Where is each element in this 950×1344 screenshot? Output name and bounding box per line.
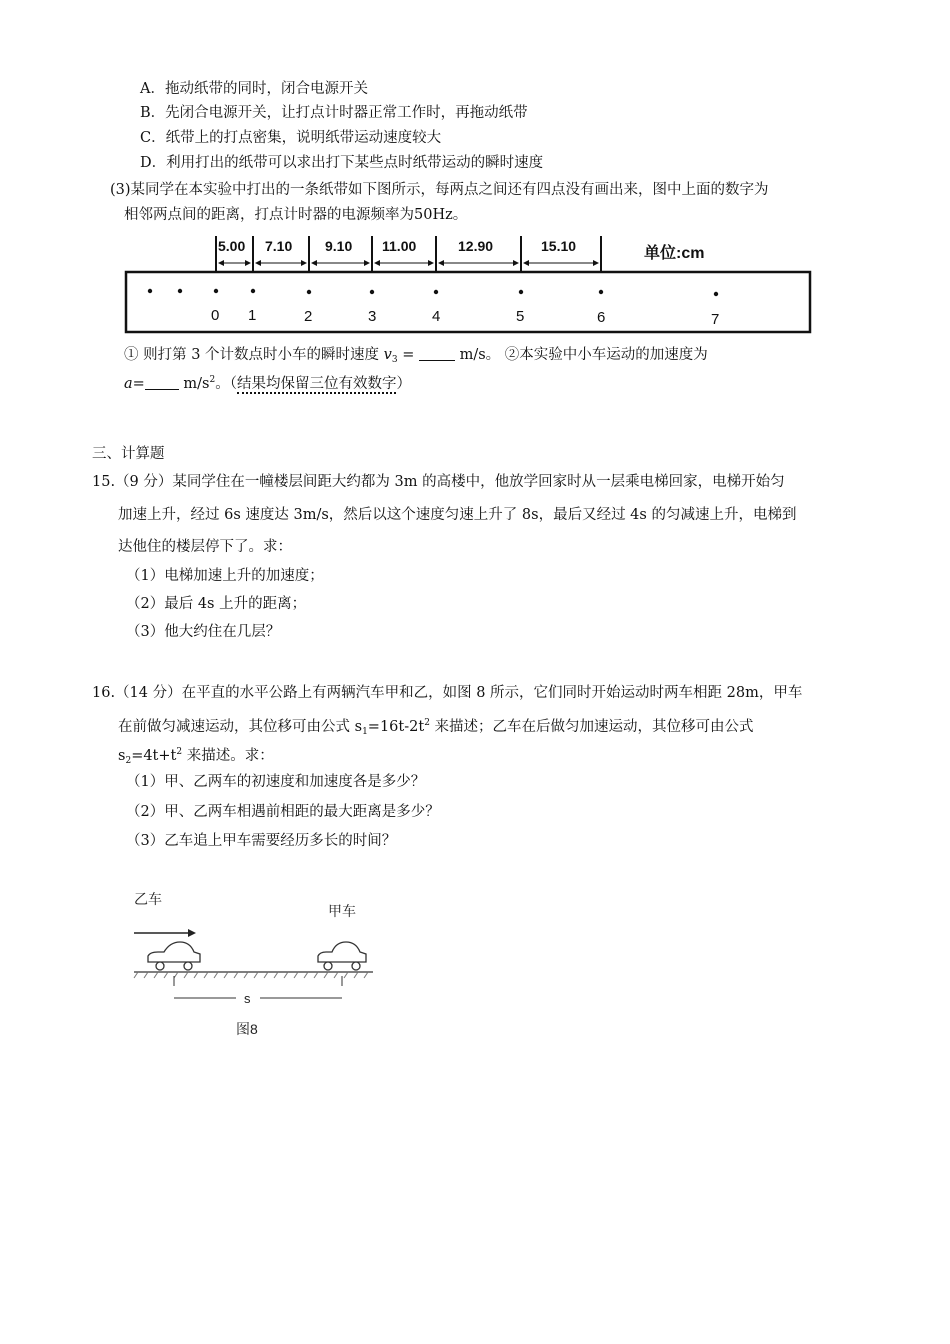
q16-item-1: （1）甲、乙两车的初速度和加速度各是多少？	[126, 774, 426, 790]
q15-item-2: （2）最后 4s 上升的距离；	[126, 596, 307, 612]
q3-line1: (3)某同学在本实验中打出的一条纸带如下图所示，每两点之间还有四点没有画出来，图中上面的数字为	[110, 182, 769, 198]
q16-line1: 16.（14 分）在平直的水平公路上有两辆汽车甲和乙，如图 8 所示，它们同时开始运动时两车相距 28m，甲车	[92, 685, 803, 701]
q16-line3-pre: s	[118, 748, 126, 764]
point-label-7: 7	[711, 311, 720, 328]
dot-6	[599, 290, 603, 294]
dist-label-4: 12.90	[458, 238, 494, 254]
answer-blank-v3[interactable]	[419, 346, 455, 361]
ans1-unit: m/s。 ②本实验中小车运动的加速度为	[454, 347, 708, 363]
s1-subscript: 1	[362, 727, 368, 737]
q16-item-3: （3）乙车追上甲车需要经历多长的时间？	[126, 833, 397, 849]
dot-5	[519, 290, 523, 294]
ans2-superscript: 2	[209, 375, 216, 385]
q16-line2-pre: 在前做匀减速运动，其位移可由公式 s	[118, 719, 363, 735]
point-label-4: 4	[432, 308, 441, 325]
point-label-5: 5	[516, 308, 525, 325]
q3-answer-line2	[124, 370, 411, 394]
car-a-label: 甲车	[328, 903, 356, 919]
ans2-open: 。（	[215, 376, 237, 392]
q15-item-1: （1）电梯加速上升的加速度；	[126, 568, 324, 584]
ans1-prefix: ① 则打第 3 个计数点时小车的瞬时速度	[124, 347, 384, 363]
option-c: C．纸带上的打点密集，说明纸带运动速度较大	[140, 130, 442, 146]
q16-line3-post: 来描述。求：	[182, 748, 274, 764]
answer-blank-a[interactable]	[145, 375, 179, 390]
q3-line2: 相邻两点间的距离，打点计时器的电源频率为50Hz。	[124, 207, 468, 223]
ans2-equals: =	[132, 376, 145, 392]
q15-line3: 达他住的楼层停下了。求：	[118, 539, 292, 555]
s2-subscript: 2	[125, 756, 132, 766]
unit-label: 单位:cm	[644, 245, 705, 262]
paper-tape-figure	[120, 230, 815, 338]
emphasis-note: 结果均保留三位有效数字	[236, 376, 397, 392]
extra-dot	[178, 289, 182, 293]
motion-arrow-head	[188, 929, 196, 937]
dot-3	[370, 290, 374, 294]
dist-label-2: 9.10	[325, 238, 353, 254]
option-b: B．先闭合电源开关，让打点计时器正常工作时，再拖动纸带	[140, 105, 528, 121]
option-d: D．利用打出的纸带可以求出打下某些点时纸带运动的瞬时速度	[140, 155, 544, 171]
dist-label-5: 15.10	[541, 238, 577, 254]
car-b-label: 乙车	[134, 891, 162, 907]
q16-line2	[118, 713, 754, 742]
q16-line3-mid: =4t+t	[131, 748, 177, 764]
q16-line2-mid: =16t-2t	[367, 719, 425, 735]
dist-label-1: 7.10	[265, 238, 293, 254]
ans2-close: ）	[396, 376, 411, 392]
ans1-equals: =	[397, 347, 419, 363]
q15-line1: 15.（9 分）某同学住在一幢楼层间距大约都为 3m 的高楼中，他放学回家时从一层乘电梯回家，电梯开始匀	[92, 474, 785, 490]
dot-0	[214, 289, 218, 293]
dot-2	[307, 290, 311, 294]
t2b-superscript: 2	[176, 747, 183, 757]
dist-label-3: 11.00	[382, 238, 417, 254]
point-label-3: 3	[368, 308, 377, 325]
extra-dot	[148, 289, 152, 293]
point-label-1: 1	[248, 307, 257, 324]
road-hatch	[134, 972, 368, 978]
t2-superscript: 2	[424, 718, 430, 728]
section-title: 三、计算题	[92, 446, 165, 462]
v-symbol: v	[383, 347, 392, 363]
point-label-0: 0	[211, 307, 220, 324]
dot-4	[434, 290, 438, 294]
point-label-2: 2	[304, 308, 313, 325]
v-subscript: 3	[391, 355, 398, 365]
tape-dots	[148, 289, 718, 296]
dot-1	[251, 289, 255, 293]
q15-line2: 加速上升，经过 6s 速度达 3m/s，然后以这个速度匀速上升了 8s，最后又经过 4s 的匀减速上升，电梯到	[118, 507, 797, 523]
q15-item-3: （3）他大约住在几层？	[126, 624, 281, 640]
option-a: A．拖动纸带的同时，闭合电源开关	[140, 81, 368, 97]
point-label-6: 6	[597, 309, 606, 326]
dist-label-0: 5.00	[218, 238, 246, 254]
distance-label: s	[244, 991, 251, 1006]
q16-line3	[118, 742, 274, 771]
car-a	[318, 942, 366, 970]
q16-item-2: （2）甲、乙两车相遇前相距的最大距离是多少？	[126, 804, 440, 820]
tape-strip	[126, 272, 810, 332]
ans2-unit: m/s	[178, 376, 210, 392]
a-symbol: a	[124, 376, 133, 392]
figure-caption: 图8	[236, 1021, 258, 1037]
dot-7	[714, 292, 718, 296]
car-b	[148, 942, 200, 970]
figure-8	[128, 882, 383, 1050]
q16-line2-post: 来描述；乙车在后做匀加速运动，其位移可由公式	[429, 719, 754, 735]
q3-answer-line1	[124, 345, 708, 370]
